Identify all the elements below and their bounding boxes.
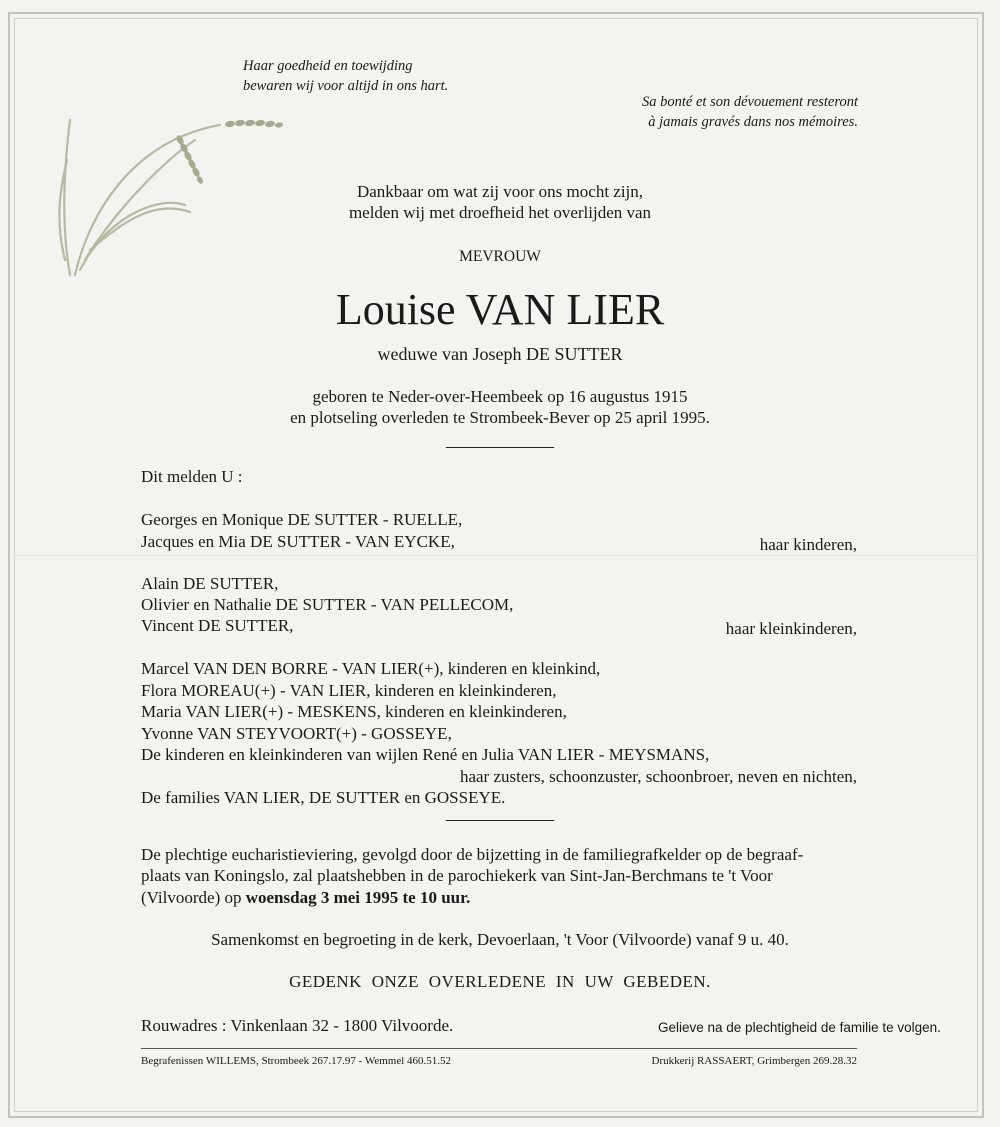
ceremony-line-3	[141, 887, 470, 909]
birth-line: geboren te Neder-over-Heembeek op 16 augustus 1915	[312, 387, 688, 406]
divider-1	[446, 447, 554, 448]
ceremony-line-1: De plechtige eucharistieviering, gevolgd door de bijzetting in de familiegrafkelder op de begraaf-	[141, 845, 804, 864]
quote-nl-line-2: bewaren wij voor altijd in ons hart.	[243, 78, 449, 94]
title-prefix: MEVROUW	[459, 248, 541, 265]
family-label: haar zusters, schoonzuster, schoonbroer, neven en nichten,	[459, 767, 857, 786]
announce: Dit melden U :	[141, 467, 243, 486]
child-1: Georges en Monique DE SUTTER - RUELLE,	[141, 510, 463, 529]
death-line: en plotseling overleden te Strombeek-Bever op 25 april 1995.	[290, 408, 710, 427]
grandchild-1: Alain DE SUTTER,	[141, 574, 279, 593]
intro-line-1: Dankbaar om wat zij voor ons mocht zijn,	[356, 182, 644, 201]
family-3: Maria VAN LIER(+) - MESKENS, kinderen en kleinkinderen,	[141, 702, 567, 721]
grandchildren-label: haar kleinkinderen,	[725, 619, 857, 638]
prayer: GEDENK ONZE OVERLEDENE IN UW GEBEDEN.	[289, 972, 711, 991]
family-2: Flora MOREAU(+) - VAN LIER, kinderen en kleinkinderen,	[141, 681, 557, 700]
grandchild-3: Vincent DE SUTTER,	[141, 616, 294, 635]
gathering: Samenkomst en begroeting in de kerk, Devoerlaan, 't Voor (Vilvoorde) vanaf 9 u. 40.	[211, 930, 789, 949]
intro-line-2: melden wij met droefheid het overlijden van	[348, 203, 652, 222]
family-5: De kinderen en kleinkinderen van wijlen René en Julia VAN LIER - MEYSMANS,	[141, 745, 710, 764]
quote-fr-line-1: Sa bonté et son dévouement resteront	[642, 94, 858, 110]
follow-note: Gelieve na de plechtigheid de familie te volgen.	[658, 1020, 941, 1035]
families: De families VAN LIER, DE SUTTER en GOSSEYE.	[141, 788, 506, 807]
footer-left: Begrafenissen WILLEMS, Strombeek 267.17.97 - Wemmel 460.51.52	[141, 1055, 452, 1067]
ceremony-date: woensdag 3 mei 1995 te 10 uur.	[245, 888, 471, 907]
children-label: haar kinderen,	[759, 535, 857, 554]
deceased-name: Louise VAN LIER	[335, 285, 665, 334]
address: Rouwadres : Vinkenlaan 32 - 1800 Vilvoorde.	[141, 1016, 454, 1035]
ceremony-line-2: plaats van Koningslo, zal plaatshebben in de parochiekerk van Sint-Jan-Berchmans te 't Voor	[141, 866, 773, 885]
grandchild-2: Olivier en Nathalie DE SUTTER - VAN PELLECOM,	[141, 595, 514, 614]
footer-right: Drukkerij RASSAERT, Grimbergen 269.28.32	[651, 1055, 857, 1067]
child-2: Jacques en Mia DE SUTTER - VAN EYCKE,	[141, 532, 455, 551]
quote-fr-line-2: à jamais gravés dans nos mémoires.	[648, 114, 858, 130]
family-4: Yvonne VAN STEYVOORT(+) - GOSSEYE,	[141, 724, 452, 743]
widow-of: weduwe van Joseph DE SUTTER	[377, 344, 623, 364]
family-1: Marcel VAN DEN BORRE - VAN LIER(+), kinderen en kleinkind,	[141, 659, 601, 678]
quote-nl-line-1: Haar goedheid en toewijding	[243, 58, 413, 74]
divider-2	[446, 820, 554, 821]
ceremony-line-3-prefix: (Vilvoorde) op	[141, 888, 246, 907]
footer-rule	[141, 1048, 857, 1049]
